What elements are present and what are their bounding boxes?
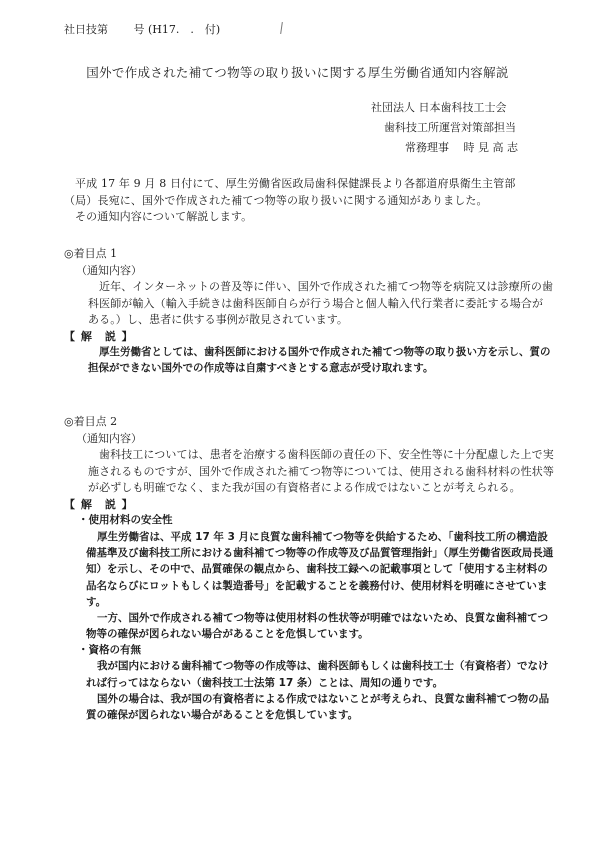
section-2-heading: ◎着目点 2 (64, 415, 118, 428)
bullet-qualification-paragraph-1: 我が国内における歯科補てつ物等の作成等は、歯科医師もしくは歯科技工士（有資格者）でなければ行ってはならない（歯科技工士法第 17 条）ことは、周知の通りです。 (86, 660, 549, 689)
section-2-notice: 歯科技工については、患者を治療する歯科医師の責任の下、安全性等に十分配慮した上で実施されるものですが、国外で作成された補てつ物等については、使用される歯科材料の性状等が必ずしも明確でなく、また我が国の有資格者による作成ではないことが考えられる。 (88, 448, 554, 494)
section-2-explanation-label: 【 解 説 】 (64, 497, 134, 511)
intro-closing: その通知内容について解説します。 (75, 210, 253, 223)
intro-paragraph: 平成 17 年 9 月 8 日付にて、厚生労働省医政局歯科保健課長より各都道府県衛生主管部（局）長宛に、国外で作成された補てつ物等の取り扱いに関する通知がありました。 (64, 177, 516, 207)
section-1 (64, 246, 554, 377)
bullet-qualification-title: ・資格の有無 (78, 643, 141, 656)
section-1-notice: 近年、インターネットの普及等に伴い、国外で作成された補てつ物等を病院又は診療所の歯科医師が輸入（輸入手続きは歯科医師自らが行う場合と個人輸入代行業者に委託する場合がある。）し、患者に供する事例が散見されています。 (88, 280, 554, 326)
section-1-explanation-label: 【 解 説 】 (64, 329, 134, 343)
bullet-material-safety-paragraph-2: 一方、国外で作成される補てつ物等は使用材料の性状等が明確ではないため、良質な歯科補てつ物等の確保が図られない場合があることを危惧しています。 (86, 612, 549, 641)
section-1-notice-label: （通知内容） (76, 263, 142, 277)
sender-name: 常務理事 時 見 高 志 (405, 141, 518, 154)
document-title: 国外で作成された補てつ物等の取り扱いに関する厚生労働省通知内容解説 (86, 65, 509, 80)
bullet-material-safety-title: ・使用材料の安全性 (78, 514, 173, 526)
section-2-notice-label: （通知内容） (76, 431, 142, 445)
section-1-heading: ◎着目点 1 (64, 247, 118, 260)
intro-block (64, 176, 542, 226)
bullet-material-safety-paragraph-1: 厚生労働省は、平成 17 年 3 月に良質な歯科補てつ物等を供給するため、「歯科技工所の構造設備基準及び歯科技工所における歯科補てつ物等の作成等及び品質管理指針」（厚生労働省医政局長通知）を示し、その中で、品質確保の観点から、歯科技工録への記載事項として「使用する主材料の品名ならびにロットもしくは製造番号」を記載することを義務付け、使用材料を明確にさせています。 (86, 530, 554, 608)
section-2 (64, 414, 554, 723)
bullet-qualification-paragraph-2: 国外の場合は、我が国の有資格者による作成ではないことが考えられ、良質な歯科補てつ物の品質の確保が図られない場合があることを危惧しています。 (86, 692, 550, 722)
sender-department: 歯科技工所運営対策部担当 (384, 121, 516, 134)
document-reference-number: 社日技第 号 (H17. . 付) (64, 23, 221, 36)
sender-organization: 社団法人 日本歯科技工士会 (371, 101, 507, 114)
section-1-explanation: 厚生労働省としては、歯科医師における国外で作成された補てつ物等の取り扱い方を示し、質の担保ができない国外での作成等は自粛すべきとする意志が受け取れます。 (88, 346, 551, 374)
pen-mark (280, 22, 283, 34)
